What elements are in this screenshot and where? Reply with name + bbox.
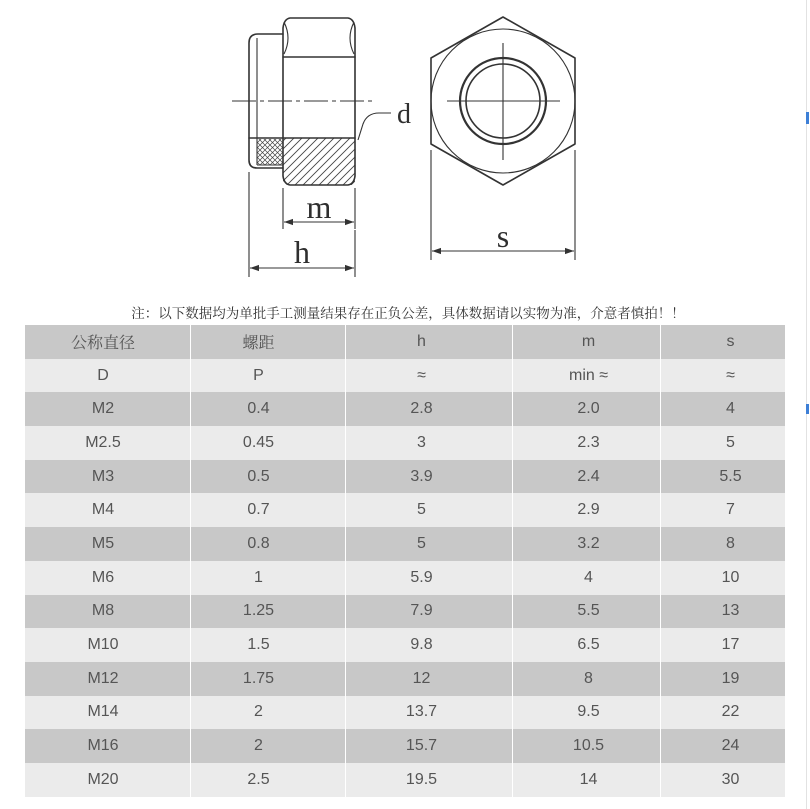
front-crosshair [447,43,560,160]
nylon-lock-nut-drawing [0,0,810,295]
table-row-cell: M8 [91,602,115,620]
table-row-cell: 2 [190,729,345,763]
table-row-cell: 14 [512,763,660,797]
table-row-cell: 10.5 [512,729,660,763]
table-row-cell: M6 [91,568,115,586]
table-row-cell: 0.8 [190,527,345,561]
table-row-cell: 3.2 [512,527,660,561]
table-subheader-row-cell: D [97,366,109,384]
edge-mark [806,404,809,414]
table-row [25,426,785,460]
table-row-cell: 0.7 [190,493,345,527]
table-row-cell: 19 [660,662,785,696]
table-row [25,662,785,696]
table-row-cell: 13 [660,595,785,629]
table-row-cell: 1 [190,561,345,595]
table-header-row-cell: 螺距 [190,325,345,359]
table-row [25,729,785,763]
label-h: h [294,234,310,270]
table-row [25,628,785,662]
dimension-table [25,325,785,797]
table-row-cell: 2.3 [512,426,660,460]
label-d: d [397,99,411,130]
table-subheader-row-cell: ≈ [345,359,512,393]
table-row-cell: 2.9 [512,493,660,527]
table-row-cell: 9.5 [512,696,660,730]
table-row-cell: 22 [660,696,785,730]
table-row-cell: 5 [345,493,512,527]
table-row-cell: M5 [91,534,115,552]
table-row [25,493,785,527]
table-row-cell: 3.9 [345,460,512,494]
table-subheader-row-cell: min ≈ [512,359,660,393]
table-row-cell: 30 [660,763,785,797]
table-subheader-row-cell: ≈ [660,359,785,393]
label-s: s [496,218,510,254]
table-row [25,392,785,426]
table-row-cell: 13.7 [345,696,512,730]
table-header-row-cell: s [660,325,785,359]
table-row-cell: M20 [87,770,119,788]
hex-chamfer-arc-left [284,22,288,54]
table-row-cell: 1.75 [190,662,345,696]
table-row-cell: 7.9 [345,595,512,629]
front-view [431,17,575,260]
table-row [25,561,785,595]
table-row-cell: 0.4 [190,392,345,426]
table-row-cell: M2 [91,400,115,418]
table-row-cell: 0.45 [190,426,345,460]
table-row-cell: 3 [345,426,512,460]
table-row-cell: 4 [660,392,785,426]
table-row-cell: 5 [345,527,512,561]
table-row-cell: 8 [660,527,785,561]
table-row-cell: 2.0 [512,392,660,426]
table-row-cell: 19.5 [345,763,512,797]
side-view [232,18,411,277]
edge-mark [806,112,809,124]
hex-chamfer-arc-right [350,22,354,54]
table-row-cell: M4 [91,501,115,519]
table-header-row-cell: 公称直径 [70,335,135,353]
table-row-cell: 1.25 [190,595,345,629]
table-header-row-cell: h [345,325,512,359]
table-row-cell: 4 [512,561,660,595]
thread-section-hatch [283,138,355,185]
table-row-cell: 17 [660,628,785,662]
table-header-row [25,325,785,359]
table-row-cell: 5.5 [512,595,660,629]
table-row [25,527,785,561]
table-row-cell: 12 [345,662,512,696]
table-row-cell: 5.9 [345,561,512,595]
table-row-cell: 5 [660,426,785,460]
table-row-cell: M16 [87,737,119,755]
table-row-cell: 2.4 [512,460,660,494]
label-m: m [306,189,332,225]
table-row-cell: M14 [87,703,119,721]
table-row-cell: 24 [660,729,785,763]
table-row [25,763,785,797]
table-row-cell: 15.7 [345,729,512,763]
table-row [25,460,785,494]
table-row [25,696,785,730]
nylon-insert-section [258,139,284,165]
tolerance-note: 注：以下数据均为单批手工测量结果存在正负公差，具体数据请以实物为准，介意者慎拍！！ [131,306,685,321]
table-row-cell: M3 [91,467,115,485]
table-row [25,595,785,629]
table-row-cell: 1.5 [190,628,345,662]
d-leader-line [358,113,391,140]
table-row-cell: 2 [190,696,345,730]
table-subheader-row [25,359,785,393]
table-row-cell: 8 [512,662,660,696]
table-row-cell: 6.5 [512,628,660,662]
table-row-cell: 9.8 [345,628,512,662]
table-row-cell: M2.5 [85,433,121,451]
table-row-cell: 5.5 [660,460,785,494]
table-row-cell: 2.8 [345,392,512,426]
table-header-row-cell: m [512,325,660,359]
table-row-cell: M10 [87,636,119,654]
table-row-cell: 7 [660,493,785,527]
table-subheader-row-cell: P [190,359,345,393]
table-row-cell: M12 [87,669,119,687]
table-row-cell: 2.5 [190,763,345,797]
table-row-cell: 10 [660,561,785,595]
table-row-cell: 0.5 [190,460,345,494]
